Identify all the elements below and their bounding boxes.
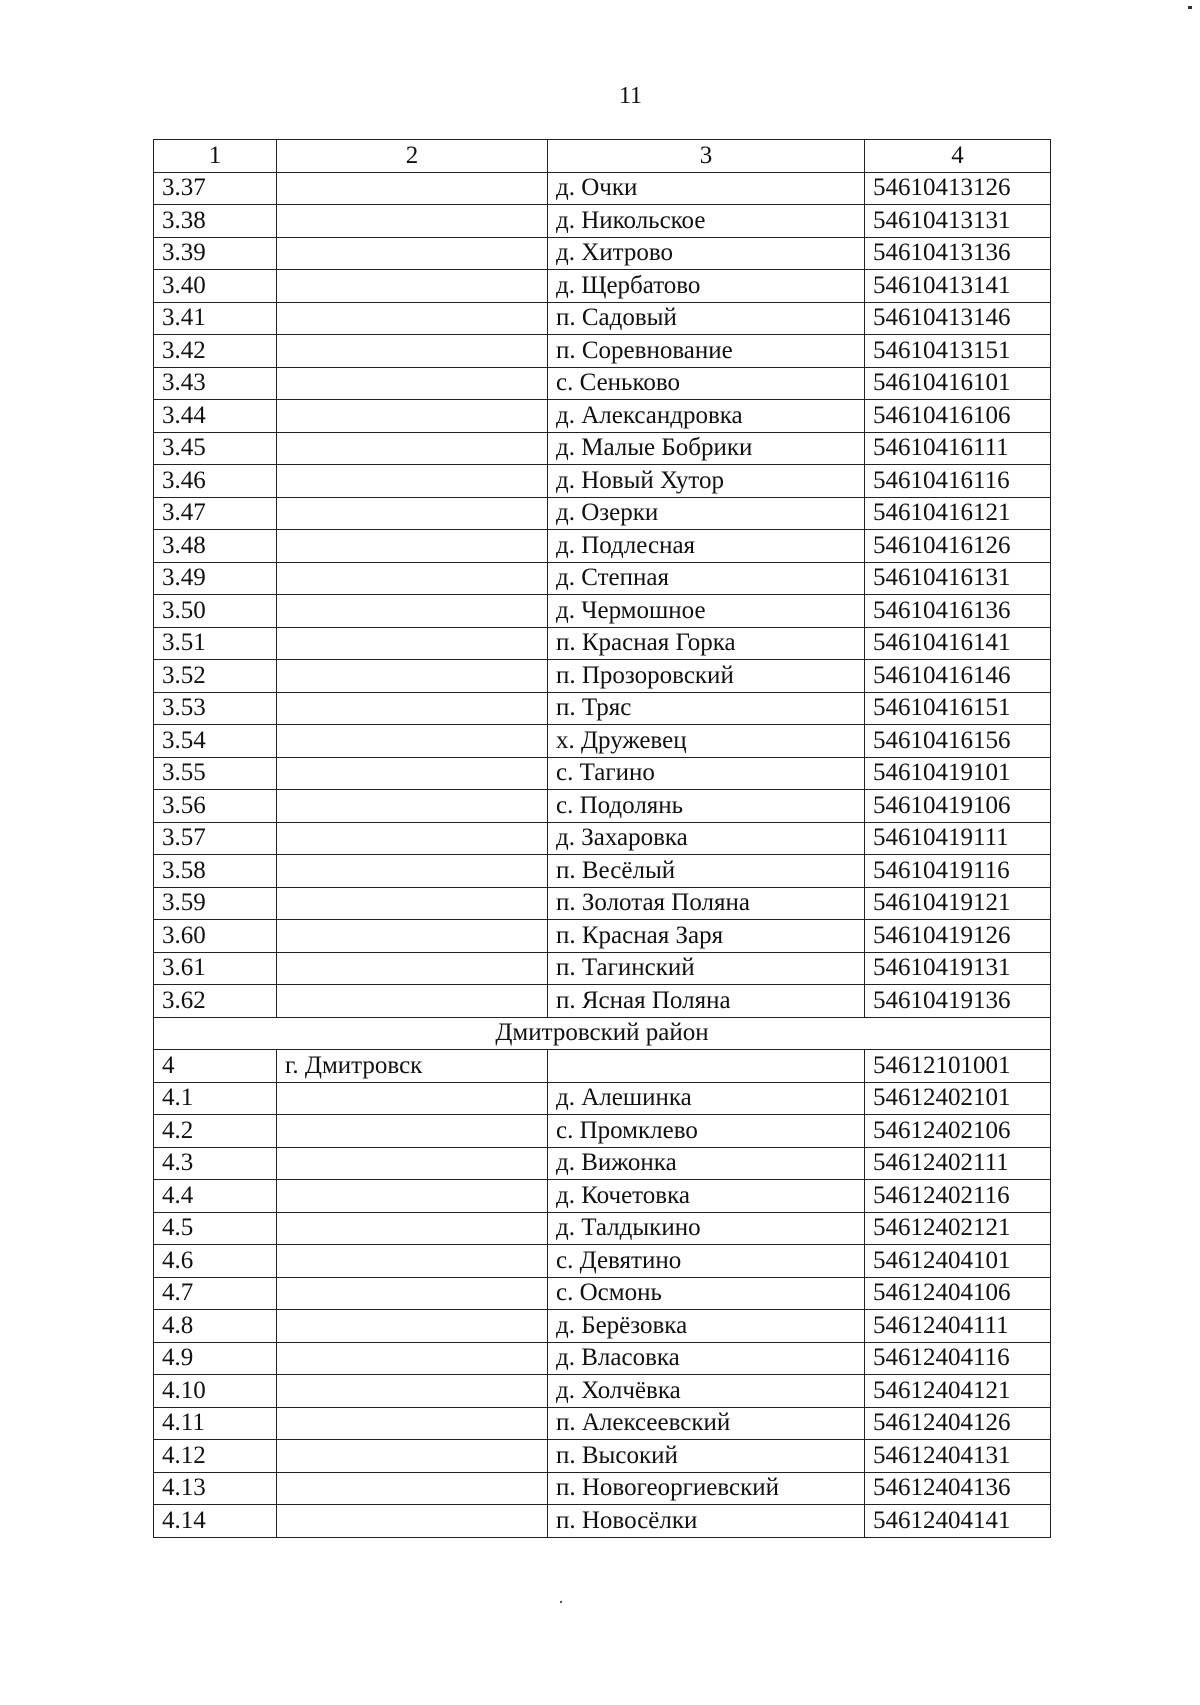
table-row: [154, 790, 1051, 823]
row-number-cell: 3.40: [154, 270, 277, 303]
municipality-cell: [277, 790, 548, 823]
oktmo-code-cell: 54612404136: [865, 1472, 1051, 1505]
oktmo-code-cell: 54612402101: [865, 1082, 1051, 1115]
table-row: [154, 1147, 1051, 1180]
settlement-cell: п. Соревнование: [548, 335, 865, 368]
table-row: [154, 1050, 1051, 1083]
oktmo-code-cell: 54610416136: [865, 595, 1051, 628]
row-number-cell: 3.48: [154, 530, 277, 563]
municipality-cell: [277, 660, 548, 693]
oktmo-code-cell: 54610416141: [865, 627, 1051, 660]
municipality-cell: [277, 1375, 548, 1408]
oktmo-code-cell: 54610416101: [865, 367, 1051, 400]
row-number-cell: 3.62: [154, 985, 277, 1018]
oktmo-code-cell: 54612404116: [865, 1342, 1051, 1375]
district-heading-row: [154, 1017, 1051, 1050]
settlement-cell: д. Очки: [548, 172, 865, 205]
table-row: [154, 692, 1051, 725]
settlement-cell: х. Дружевец: [548, 725, 865, 758]
row-number-cell: 4: [154, 1050, 277, 1083]
row-number-cell: 4.13: [154, 1472, 277, 1505]
row-number-cell: 4.9: [154, 1342, 277, 1375]
municipality-cell: [277, 1147, 548, 1180]
row-number-cell: 3.42: [154, 335, 277, 368]
municipality-cell: [277, 725, 548, 758]
oktmo-code-cell: 54612402106: [865, 1115, 1051, 1148]
table-row: [154, 757, 1051, 790]
row-number-cell: 3.58: [154, 855, 277, 888]
row-number-cell: 4.5: [154, 1212, 277, 1245]
municipality-cell: [277, 1310, 548, 1343]
municipality-cell: [277, 367, 548, 400]
corner-mark: [1188, 6, 1192, 9]
settlement-cell: д. Новый Хутор: [548, 465, 865, 498]
oktmo-code-cell: 54610413136: [865, 237, 1051, 270]
settlement-cell: д. Подлесная: [548, 530, 865, 563]
municipality-cell: [277, 530, 548, 563]
oktmo-code-cell: 54612404101: [865, 1245, 1051, 1278]
municipality-cell: [277, 237, 548, 270]
row-number-cell: 3.46: [154, 465, 277, 498]
settlement-cell: д. Чермошное: [548, 595, 865, 628]
table-row: [154, 497, 1051, 530]
municipality-cell: [277, 400, 548, 433]
oktmo-code-cell: 54612404111: [865, 1310, 1051, 1343]
settlement-cell: с. Сеньково: [548, 367, 865, 400]
settlement-cell: п. Новогеоргиевский: [548, 1472, 865, 1505]
row-number-cell: 3.54: [154, 725, 277, 758]
settlement-cell: д. Берёзовка: [548, 1310, 865, 1343]
settlement-cell: п. Алексеевский: [548, 1407, 865, 1440]
municipality-cell: [277, 497, 548, 530]
settlements-table: [153, 139, 1051, 1538]
oktmo-code-cell: 54610416111: [865, 432, 1051, 465]
table-row: [154, 400, 1051, 433]
table-row: [154, 530, 1051, 563]
table-row: [154, 465, 1051, 498]
oktmo-code-cell: 54610416146: [865, 660, 1051, 693]
table-row: [154, 920, 1051, 953]
municipality-cell: [277, 1212, 548, 1245]
municipality-cell: [277, 270, 548, 303]
settlement-cell: д. Вижонка: [548, 1147, 865, 1180]
oktmo-code-cell: 54610419136: [865, 985, 1051, 1018]
stray-mark: [560, 1601, 562, 1603]
settlement-cell: д. Щербатово: [548, 270, 865, 303]
municipality-cell: [277, 627, 548, 660]
municipality-cell: [277, 1440, 548, 1473]
settlement-cell: п. Золотая Поляна: [548, 887, 865, 920]
row-number-cell: 4.3: [154, 1147, 277, 1180]
table-row: [154, 1277, 1051, 1310]
settlement-cell: п. Высокий: [548, 1440, 865, 1473]
table-row: [154, 1245, 1051, 1278]
row-number-cell: 3.43: [154, 367, 277, 400]
oktmo-code-cell: 54610413141: [865, 270, 1051, 303]
row-number-cell: 4.2: [154, 1115, 277, 1148]
row-number-cell: 3.57: [154, 822, 277, 855]
table-row: [154, 1505, 1051, 1538]
settlement-cell: п. Ясная Поляна: [548, 985, 865, 1018]
row-number-cell: 4.8: [154, 1310, 277, 1343]
settlement-cell: п. Садовый: [548, 302, 865, 335]
municipality-cell: [277, 465, 548, 498]
oktmo-code-cell: 54610413131: [865, 205, 1051, 238]
table-row: [154, 822, 1051, 855]
settlement-cell: д. Хитрово: [548, 237, 865, 270]
settlement-cell: д. Холчёвка: [548, 1375, 865, 1408]
table-row: [154, 952, 1051, 985]
header-cell-2: 2: [277, 140, 548, 173]
settlement-cell: д. Александровка: [548, 400, 865, 433]
municipality-cell: [277, 757, 548, 790]
municipality-cell: [277, 595, 548, 628]
table-row: [154, 205, 1051, 238]
row-number-cell: 3.53: [154, 692, 277, 725]
municipality-cell: [277, 335, 548, 368]
oktmo-code-cell: 54610413146: [865, 302, 1051, 335]
row-number-cell: 4.10: [154, 1375, 277, 1408]
settlement-cell: с. Девятино: [548, 1245, 865, 1278]
table-row: [154, 1342, 1051, 1375]
row-number-cell: 4.12: [154, 1440, 277, 1473]
settlement-cell: с. Осмонь: [548, 1277, 865, 1310]
oktmo-code-cell: 54610416126: [865, 530, 1051, 563]
table-row: [154, 367, 1051, 400]
row-number-cell: 3.44: [154, 400, 277, 433]
municipality-cell: [277, 1180, 548, 1213]
table-header-row: [154, 140, 1051, 173]
oktmo-code-cell: 54612404131: [865, 1440, 1051, 1473]
settlement-cell: п. Прозоровский: [548, 660, 865, 693]
row-number-cell: 3.56: [154, 790, 277, 823]
settlement-cell: п. Красная Заря: [548, 920, 865, 953]
row-number-cell: 3.59: [154, 887, 277, 920]
table-row: [154, 237, 1051, 270]
row-number-cell: 3.60: [154, 920, 277, 953]
row-number-cell: 3.38: [154, 205, 277, 238]
oktmo-code-cell: 54610416156: [865, 725, 1051, 758]
municipality-cell: [277, 1277, 548, 1310]
settlement-cell: д. Степная: [548, 562, 865, 595]
settlement-cell: д. Алешинка: [548, 1082, 865, 1115]
municipality-cell: [277, 1245, 548, 1278]
oktmo-code-cell: 54612404106: [865, 1277, 1051, 1310]
municipality-cell: [277, 692, 548, 725]
table-row: [154, 1115, 1051, 1148]
row-number-cell: 3.50: [154, 595, 277, 628]
table-row: [154, 172, 1051, 205]
settlement-cell: с. Подолянь: [548, 790, 865, 823]
municipality-cell: [277, 1082, 548, 1115]
oktmo-code-cell: 54610416131: [865, 562, 1051, 595]
table-row: [154, 660, 1051, 693]
table-row: [154, 1472, 1051, 1505]
oktmo-code-cell: 54612402121: [865, 1212, 1051, 1245]
table-row: [154, 725, 1051, 758]
oktmo-code-cell: 54610413126: [865, 172, 1051, 205]
settlement-cell: д. Озерки: [548, 497, 865, 530]
settlement-cell: д. Талдыкино: [548, 1212, 865, 1245]
row-number-cell: 3.55: [154, 757, 277, 790]
settlement-cell: п. Новосёлки: [548, 1505, 865, 1538]
municipality-cell: [277, 1505, 548, 1538]
oktmo-code-cell: 54612404126: [865, 1407, 1051, 1440]
table-row: [154, 432, 1051, 465]
table-row: [154, 1440, 1051, 1473]
municipality-cell: [277, 1115, 548, 1148]
oktmo-code-cell: 54610413151: [865, 335, 1051, 368]
oktmo-code-cell: 54610416121: [865, 497, 1051, 530]
table-row: [154, 270, 1051, 303]
municipality-cell: г. Дмитровск: [277, 1050, 548, 1083]
municipality-cell: [277, 205, 548, 238]
row-number-cell: 4.7: [154, 1277, 277, 1310]
page-number: 11: [618, 83, 643, 109]
row-number-cell: 3.61: [154, 952, 277, 985]
table-row: [154, 1407, 1051, 1440]
table-row: [154, 1180, 1051, 1213]
oktmo-code-cell: 54612402116: [865, 1180, 1051, 1213]
header-cell-4: 4: [865, 140, 1051, 173]
table-row: [154, 627, 1051, 660]
oktmo-code-cell: 54610419116: [865, 855, 1051, 888]
municipality-cell: [277, 952, 548, 985]
oktmo-code-cell: 54610419126: [865, 920, 1051, 953]
table-body: [154, 140, 1051, 1538]
settlement-cell: п. Тагинский: [548, 952, 865, 985]
oktmo-code-cell: 54610416106: [865, 400, 1051, 433]
table-row: [154, 887, 1051, 920]
municipality-cell: [277, 887, 548, 920]
municipality-cell: [277, 1407, 548, 1440]
settlement-cell: п. Тряс: [548, 692, 865, 725]
settlement-cell: д. Никольское: [548, 205, 865, 238]
settlement-cell: [548, 1050, 865, 1083]
oktmo-code-cell: 54612404121: [865, 1375, 1051, 1408]
row-number-cell: 4.6: [154, 1245, 277, 1278]
municipality-cell: [277, 302, 548, 335]
header-cell-1: 1: [154, 140, 277, 173]
row-number-cell: 4.4: [154, 1180, 277, 1213]
table-row: [154, 855, 1051, 888]
row-number-cell: 4.14: [154, 1505, 277, 1538]
row-number-cell: 3.47: [154, 497, 277, 530]
header-cell-3: 3: [548, 140, 865, 173]
table-row: [154, 562, 1051, 595]
municipality-cell: [277, 562, 548, 595]
row-number-cell: 3.41: [154, 302, 277, 335]
table-row: [154, 985, 1051, 1018]
row-number-cell: 4.1: [154, 1082, 277, 1115]
table-row: [154, 595, 1051, 628]
settlement-cell: д. Малые Бобрики: [548, 432, 865, 465]
municipality-cell: [277, 822, 548, 855]
table-row: [154, 335, 1051, 368]
settlement-cell: п. Весёлый: [548, 855, 865, 888]
municipality-cell: [277, 855, 548, 888]
oktmo-code-cell: 54610416116: [865, 465, 1051, 498]
oktmo-code-cell: 54610416151: [865, 692, 1051, 725]
table-row: [154, 1082, 1051, 1115]
row-number-cell: 3.49: [154, 562, 277, 595]
oktmo-code-cell: 54610419131: [865, 952, 1051, 985]
settlement-cell: с. Тагино: [548, 757, 865, 790]
oktmo-code-cell: 54612101001: [865, 1050, 1051, 1083]
oktmo-code-cell: 54610419101: [865, 757, 1051, 790]
settlement-cell: с. Промклево: [548, 1115, 865, 1148]
table-row: [154, 302, 1051, 335]
row-number-cell: 3.39: [154, 237, 277, 270]
oktmo-code-cell: 54612402111: [865, 1147, 1051, 1180]
municipality-cell: [277, 432, 548, 465]
row-number-cell: 3.52: [154, 660, 277, 693]
settlement-cell: д. Захаровка: [548, 822, 865, 855]
row-number-cell: 3.37: [154, 172, 277, 205]
row-number-cell: 3.51: [154, 627, 277, 660]
table-row: [154, 1212, 1051, 1245]
row-number-cell: 4.11: [154, 1407, 277, 1440]
oktmo-code-cell: 54610419121: [865, 887, 1051, 920]
municipality-cell: [277, 920, 548, 953]
oktmo-code-cell: 54612404141: [865, 1505, 1051, 1538]
table-row: [154, 1375, 1051, 1408]
settlement-cell: д. Кочетовка: [548, 1180, 865, 1213]
row-number-cell: 3.45: [154, 432, 277, 465]
municipality-cell: [277, 985, 548, 1018]
district-heading: Дмитровский район: [154, 1017, 1051, 1050]
municipality-cell: [277, 1472, 548, 1505]
settlement-cell: д. Власовка: [548, 1342, 865, 1375]
settlement-cell: п. Красная Горка: [548, 627, 865, 660]
municipality-cell: [277, 172, 548, 205]
table-row: [154, 1310, 1051, 1343]
oktmo-code-cell: 54610419111: [865, 822, 1051, 855]
municipality-cell: [277, 1342, 548, 1375]
oktmo-code-cell: 54610419106: [865, 790, 1051, 823]
